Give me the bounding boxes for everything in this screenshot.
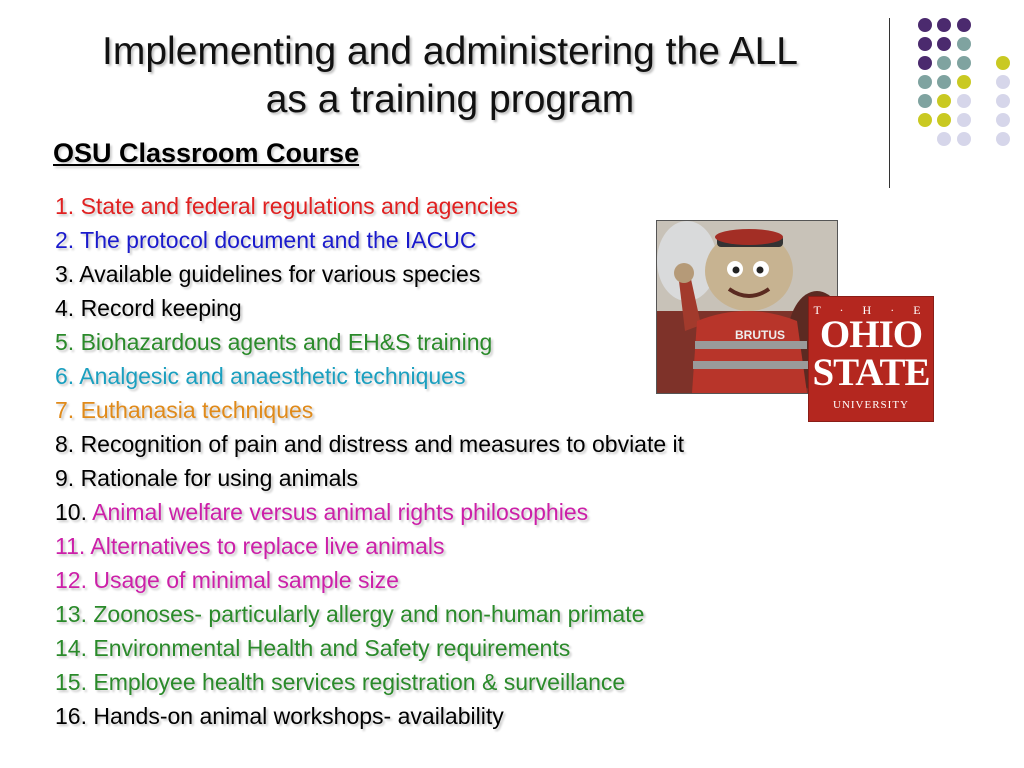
decorative-dot <box>918 18 932 32</box>
course-topic-item <box>55 529 684 563</box>
logo-ohio: OHIO <box>819 313 923 356</box>
decorative-dot <box>918 113 932 127</box>
course-topic-item <box>55 563 684 597</box>
decorative-dot <box>996 94 1010 108</box>
course-topic-text: 8. Recognition of pain and distress and measures to obviate it <box>55 431 685 457</box>
decorative-dot <box>957 132 971 146</box>
decorative-dot-grid <box>0 0 1024 200</box>
decorative-dot <box>957 113 971 127</box>
course-topic-item <box>55 427 684 461</box>
decorative-dot <box>937 113 951 127</box>
course-topic-text: 4. Record keeping <box>55 295 242 321</box>
slide-title-line-2: as a training program <box>265 78 635 121</box>
course-topic-text: 5. Biohazardous agents and EH&S training <box>55 329 493 355</box>
course-topic-text: 3. Available guidelines for various species <box>55 261 481 287</box>
ohio-state-university-logo <box>808 296 934 422</box>
mascot-jersey-text: BRUTUS <box>735 328 785 342</box>
course-topic-item <box>55 359 684 393</box>
course-topic-item <box>55 631 684 665</box>
course-topic-item <box>55 461 684 495</box>
decorative-dot <box>918 56 932 70</box>
course-topic-item <box>55 257 684 291</box>
course-topic-text: 10. <box>55 499 93 525</box>
course-topic-list <box>55 189 684 733</box>
slide-title-line-1: Implementing and administering the ALL <box>102 30 798 73</box>
course-topic-item <box>55 597 684 631</box>
course-topic-text: 7. Euthanasia techniques <box>55 397 314 423</box>
decorative-dot <box>918 75 932 89</box>
course-topic-text: 11. Alternatives to replace live animals <box>55 533 445 559</box>
decorative-dot <box>918 94 932 108</box>
decorative-dot <box>937 75 951 89</box>
course-topic-text: 15. Employee health services registration & surveillance <box>55 669 626 695</box>
course-topic-item <box>55 325 684 359</box>
course-topic-item <box>55 223 684 257</box>
course-topic-item <box>55 291 684 325</box>
course-topic-item <box>55 699 684 733</box>
decorative-dot <box>996 56 1010 70</box>
logo-the: T · H · E <box>813 303 929 317</box>
decorative-dot <box>957 94 971 108</box>
decorative-dot <box>996 132 1010 146</box>
course-topic-text: 6. Analgesic and anaesthetic techniques <box>55 363 466 389</box>
decorative-dot <box>918 37 932 51</box>
decorative-dot <box>937 18 951 32</box>
decorative-dot <box>957 75 971 89</box>
logo-state: STATE <box>812 351 930 394</box>
course-topic-item <box>55 393 684 427</box>
course-topic-text: 12. Usage of minimal sample size <box>55 567 399 593</box>
course-topic-text: 13. Zoonoses- particularly allergy and non-human primate <box>55 601 645 627</box>
decorative-dot <box>957 56 971 70</box>
decorative-dot <box>937 132 951 146</box>
course-topic-item <box>55 665 684 699</box>
decorative-dot <box>957 37 971 51</box>
course-topic-text: 14. Environmental Health and Safety requirements <box>55 635 571 661</box>
course-topic-item <box>55 189 684 223</box>
section-heading: OSU Classroom Course <box>53 138 360 168</box>
decorative-dot <box>937 56 951 70</box>
course-topic-item <box>55 495 684 529</box>
course-topic-text: 9. Rationale for using animals <box>55 465 358 491</box>
decorative-dot <box>957 18 971 32</box>
course-topic-text: 16. Hands-on animal workshops- availability <box>55 703 504 729</box>
logo-university: UNIVERSITY <box>833 399 909 411</box>
decorative-dot <box>937 37 951 51</box>
course-topic-text: Animal welfare versus animal rights philosophies <box>92 499 589 525</box>
course-topic-text: 1. State and federal regulations and agencies <box>55 193 518 219</box>
decorative-dot <box>996 75 1010 89</box>
decorative-dot <box>937 94 951 108</box>
course-topic-text: 2. The protocol document and the IACUC <box>55 227 477 253</box>
decorative-dot <box>996 113 1010 127</box>
